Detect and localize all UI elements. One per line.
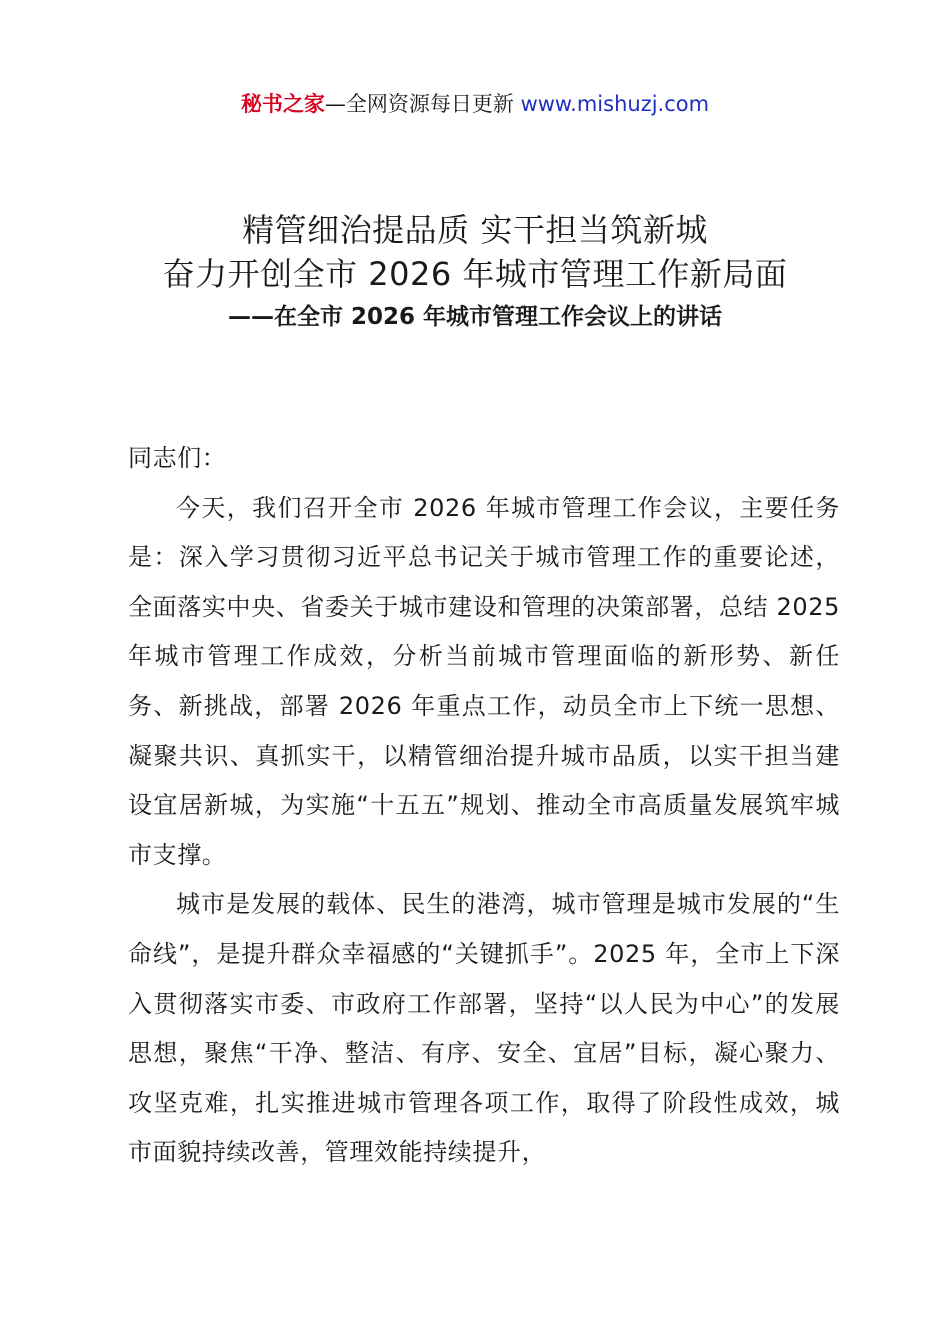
- salutation: 同志们：: [128, 444, 227, 472]
- document-body: [128, 434, 840, 1178]
- header-tagline: —全网资源每日更新: [324, 92, 514, 116]
- document-title-line-1: 精管细治提品质 实干担当筑新城: [242, 211, 708, 249]
- body-paragraph-2: 城市是发展的载体、民生的港湾，城市管理是城市发展的“生命线”，是提升群众幸福感的“关键抓手”。2025 年，全市上下深入贯彻落实市委、市政府工作部署，坚持“以人民为中心”的发展思想，聚焦“干净、整洁、有序、安全、宜居”目标，凝心聚力、攻坚克难，扎实推进城市管理各项工作，取得了阶段性成效，城市面貌持续改善，管理效能持续提升，: [128, 890, 840, 1167]
- brand-name: 秘书之家: [240, 92, 325, 116]
- document-subtitle: ——在全市 2026 年城市管理工作会议上的讲话: [227, 304, 723, 330]
- document-title-block: [0, 208, 950, 332]
- site-url-link[interactable]: www.mishuzj.com: [520, 92, 710, 116]
- site-header: [0, 88, 950, 120]
- document-title-line-2: 奋力开创全市 2026 年城市管理工作新局面: [162, 255, 788, 293]
- body-paragraph-1: 今天，我们召开全市 2026 年城市管理工作会议，主要任务是：深入学习贯彻习近平总书记关于城市管理工作的重要论述，全面落实中央、省委关于城市建设和管理的决策部署，总结 2025 年城市管理工作成效，分析当前城市管理面临的新形势、新任务、新挑战，部署 2026 年重点工作，动员全市上下统一思想、凝聚共识、真抓实干，以精管细治提升城市品质，以实干担当建设宜居新城，为实施“十五五”规划、推动全市高质量发展筑牢城市支撑。: [128, 493, 840, 869]
